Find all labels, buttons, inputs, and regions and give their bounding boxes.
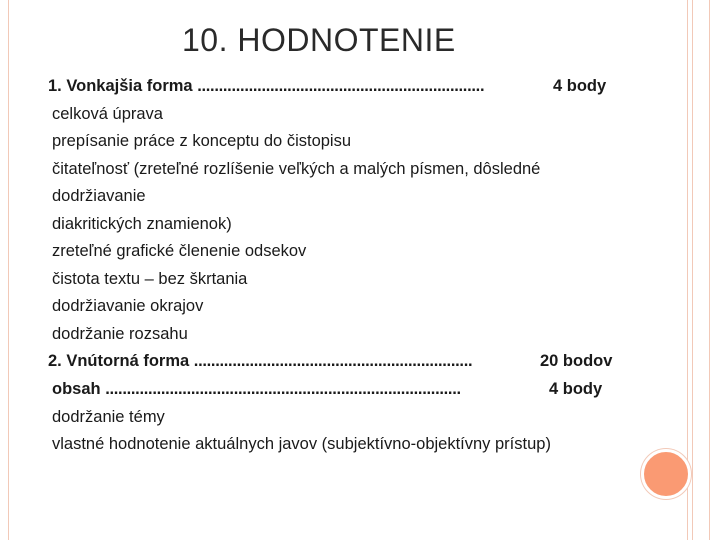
section-2-heading: 2. Vnútorná forma: [48, 352, 190, 370]
list-item: celková úprava: [52, 105, 163, 123]
decor-circle: [641, 449, 691, 499]
list-item: zreteľné grafické členenie odsekov: [52, 242, 307, 260]
section-2-dots: .................................................................: [193, 352, 473, 370]
list-item: čitateľnosť (zreteľné rozlíšenie veľkých a malých písmen, dôsledné: [52, 160, 541, 178]
list-item: vlastné hodnotenie aktuálnych javov (subjektívno-objektívny prístup): [52, 435, 551, 453]
list-item: dodržanie rozsahu: [52, 325, 188, 343]
list-item: dodržanie témy: [52, 408, 165, 426]
section-1-dots: ...................................................................: [197, 77, 485, 95]
list-item: diakritických znamienok): [52, 215, 232, 233]
subheading-dots: ...................................................................................: [105, 380, 461, 398]
section-2-heading-row: [48, 352, 472, 371]
section-1-points: 4 body: [553, 77, 607, 95]
subheading-row: [52, 380, 461, 399]
section-1-heading-row: [48, 77, 484, 96]
subheading-obsah: obsah: [52, 380, 101, 398]
list-item: čistota textu – bez škrtania: [52, 270, 248, 288]
list-item: dodržiavanie okrajov: [52, 297, 204, 315]
list-item: dodržiavanie: [52, 187, 146, 205]
subheading-points: 4 body: [549, 380, 603, 398]
list-item: prepísanie práce z konceptu do čistopisu: [52, 132, 352, 150]
slide-title: 10. HODNOTENIE: [182, 22, 456, 58]
right-decor-strip: [692, 0, 710, 540]
section-1-heading: 1. Vonkajšia forma: [48, 77, 193, 95]
section-2-points: 20 bodov: [540, 352, 613, 370]
